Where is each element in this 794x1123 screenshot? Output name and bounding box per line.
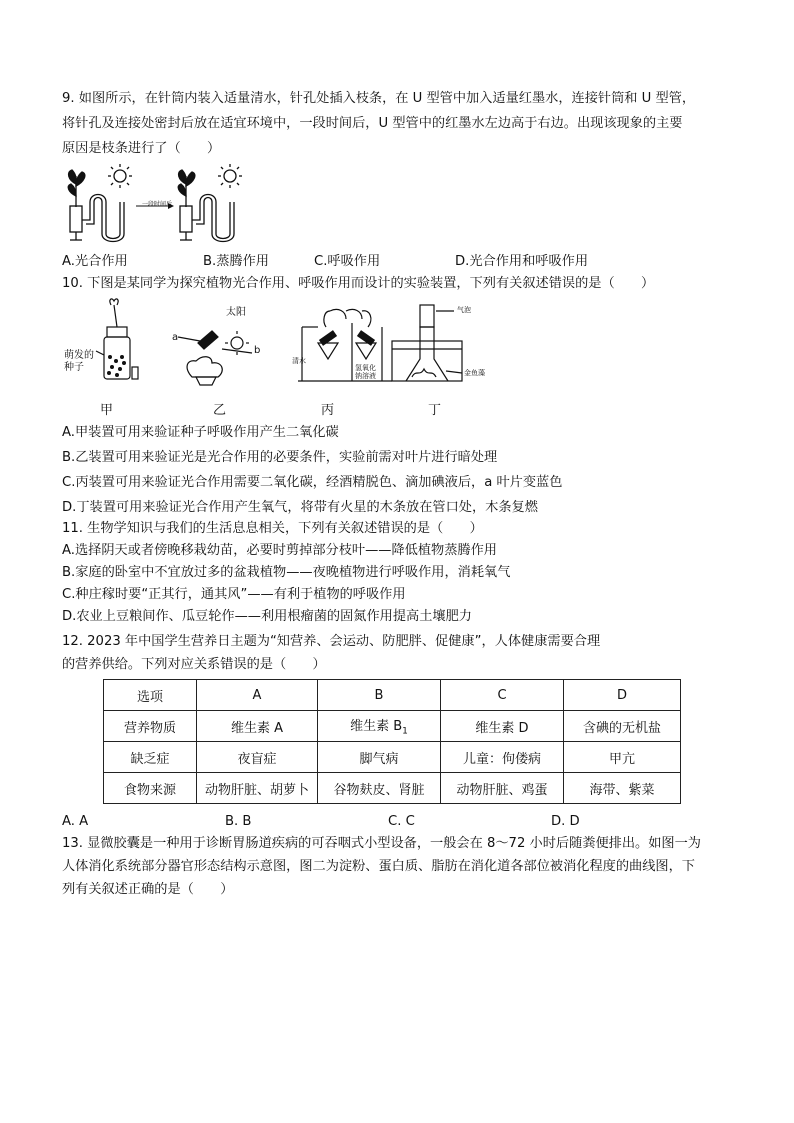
q12-stem-line2: 的营养供给。下列对应关系错误的是（ ） bbox=[62, 657, 326, 672]
table-cell: 维生素 D bbox=[441, 711, 564, 742]
q9-option-b: B.蒸腾作用 bbox=[203, 254, 269, 269]
q9-stem-line2: 将针孔及连接处密封后放在适宜环境中，一段时间后，U 型管中的红墨水左边高于右边。出现该现象的主要 bbox=[62, 116, 683, 131]
q9-stem-line3: 原因是枝条进行了（ ） bbox=[62, 141, 221, 156]
q10-option-a: A.甲装置可用来验证种子呼吸作用产生二氧化碳 bbox=[62, 425, 339, 440]
q10-label-seed-line1: 萌发的 bbox=[64, 350, 94, 361]
table-header-row bbox=[104, 680, 681, 711]
table-row bbox=[104, 711, 681, 742]
q11-option-d: D.农业上豆粮间作、瓜豆轮作——利用根瘤菌的固氮作用提高土壤肥力 bbox=[62, 609, 472, 624]
table-cell: 维生素 A bbox=[197, 711, 318, 742]
q12-option-c: C. C bbox=[388, 814, 415, 829]
table-header-cell: C bbox=[441, 680, 564, 711]
table-cell: 缺乏症 bbox=[104, 742, 197, 773]
q10-figure bbox=[62, 297, 482, 387]
q10-option-c: C.丙装置可用来验证光合作用需要二氧化碳，经酒精脱色、滴加碘液后，a 叶片变蓝色 bbox=[62, 475, 563, 490]
q13-stem-line1: 13. 显微胶囊是一种用于诊断胃肠道疾病的可吞咽式小型设备，一般会在 8～72 小时后随粪便排出。如图一为 bbox=[62, 836, 701, 851]
q10-label-naoh bbox=[355, 364, 376, 380]
q12-stem-line1: 12. 2023 年中国学生营养日主题为“知营养、会运动、防肥胖、促健康”，人体健康需要合理 bbox=[62, 634, 601, 649]
q10-stem: 10. 下图是某同学为探究植物光合作用、呼吸作用而设计的实验装置，下列有关叙述错误的是（ ） bbox=[62, 276, 655, 291]
q11-stem: 11. 生物学知识与我们的生活息息相关，下列有关叙述错误的是（ ） bbox=[62, 521, 483, 536]
table-cell: 动物肝脏、胡萝卜 bbox=[197, 773, 318, 804]
table-header-cell: A bbox=[197, 680, 318, 711]
table-row bbox=[104, 773, 681, 804]
table-cell: 含碘的无机盐 bbox=[564, 711, 681, 742]
q10-label-yi: 乙 bbox=[213, 403, 227, 418]
table-cell: 儿童：佝偻病 bbox=[441, 742, 564, 773]
q9-stem-line1: 9. 如图所示，在针筒内装入适量清水，针孔处插入枝条，在 U 型管中加入适量红墨水，连接针筒和 U 型管， bbox=[62, 91, 696, 106]
table-header-cell: D bbox=[564, 680, 681, 711]
table-cell: 脚气病 bbox=[318, 742, 441, 773]
table-row bbox=[104, 742, 681, 773]
table-cell: 海带、紫菜 bbox=[564, 773, 681, 804]
table-cell: 夜盲症 bbox=[197, 742, 318, 773]
table-header-cell: B bbox=[318, 680, 441, 711]
q11-option-c: C.种庄稼时要“正其行，通其风”——有利于植物的呼吸作用 bbox=[62, 587, 406, 602]
q10-label-water: 清水 bbox=[292, 357, 306, 365]
q12-option-d: D. D bbox=[551, 814, 580, 829]
table-cell: 谷物麸皮、肾脏 bbox=[318, 773, 441, 804]
q10-option-d: D.丁装置可用来验证光合作用产生氧气，将带有火星的木条放在管口处，木条复燃 bbox=[62, 500, 538, 515]
table-cell bbox=[318, 711, 441, 742]
q10-label-seed-line2: 种子 bbox=[64, 362, 84, 373]
subscript: 1 bbox=[402, 726, 408, 737]
q12-option-a: A. A bbox=[62, 814, 89, 829]
q10-label-bing: 丙 bbox=[321, 403, 335, 418]
q10-label-seed bbox=[64, 350, 94, 374]
table-cell-text: 维生素 B bbox=[350, 719, 403, 735]
q9-option-d: D.光合作用和呼吸作用 bbox=[455, 254, 589, 269]
table-header-cell: 选项 bbox=[104, 680, 197, 711]
q11-option-b: B.家庭的卧室中不宜放过多的盆栽植物——夜晚植物进行呼吸作用，消耗氧气 bbox=[62, 565, 511, 580]
q13-stem-line3: 列有关叙述正确的是（ ） bbox=[62, 882, 234, 897]
q10-option-b: B.乙装置可用来验证光是光合作用的必要条件，实验前需对叶片进行暗处理 bbox=[62, 450, 498, 465]
q9-option-a: A.光合作用 bbox=[62, 254, 128, 269]
q10-label-a: a bbox=[172, 332, 179, 343]
table-cell: 动物肝脏、鸡蛋 bbox=[441, 773, 564, 804]
q9-arrow-label: 一段时间后 bbox=[142, 201, 173, 208]
q10-label-jia: 甲 bbox=[100, 403, 114, 418]
q10-label-naoh-line1: 氢氧化 bbox=[355, 364, 376, 372]
table-cell: 甲亢 bbox=[564, 742, 681, 773]
q10-label-sun: 太阳 bbox=[226, 307, 246, 318]
table-cell: 营养物质 bbox=[104, 711, 197, 742]
q10-label-algae: 金鱼藻 bbox=[464, 369, 485, 377]
q13-stem-line2: 人体消化系统部分器官形态结构示意图，图二为淀粉、蛋白质、脂肪在消化道各部位被消化程度的曲线图，下 bbox=[62, 859, 695, 874]
nutrition-table bbox=[103, 679, 681, 804]
q11-option-a: A.选择阴天或者傍晚移栽幼苗，必要时剪掉部分枝叶——降低植物蒸腾作用 bbox=[62, 543, 497, 558]
q10-label-naoh-line2: 钠溶液 bbox=[355, 372, 376, 380]
q10-label-b: b bbox=[254, 345, 261, 356]
q12-option-b: B. B bbox=[225, 814, 252, 829]
q10-label-ding: 丁 bbox=[428, 403, 442, 418]
q9-option-c: C.呼吸作用 bbox=[314, 254, 381, 269]
table-cell: 食物来源 bbox=[104, 773, 197, 804]
q10-label-bubble: 气泡 bbox=[457, 306, 471, 314]
